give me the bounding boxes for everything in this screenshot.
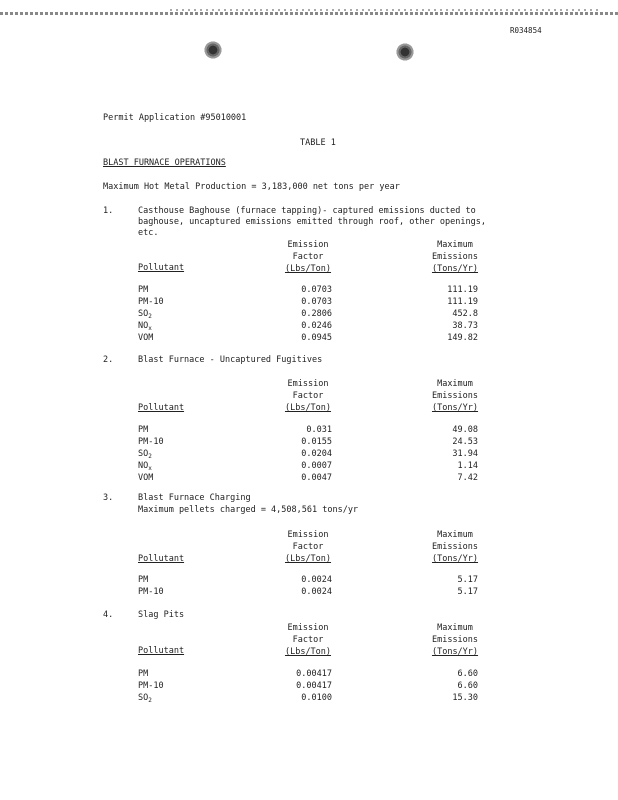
- max-emissions-header: Maximum Emissions (Tons/Yr): [431, 530, 479, 564]
- factor-value: 0.0204: [301, 449, 332, 459]
- factor-value: 0.00417: [296, 669, 332, 679]
- table-row: $NO_x$: [138, 461, 152, 472]
- table-row: PM: [138, 575, 149, 585]
- section-title-line1: Blast Furnace Charging: [138, 493, 251, 503]
- permit-title: Permit Application #95010001: [103, 113, 247, 123]
- pollutant-header: Pollutant: [138, 646, 185, 656]
- table-row: PM-10: [138, 437, 164, 447]
- table-row: $SO_2$: [138, 693, 152, 704]
- factor-value: 0.00417: [296, 681, 332, 691]
- scan-artifact-line: [170, 9, 600, 11]
- doc-code: R034854: [510, 26, 542, 35]
- table-row: PM-10: [138, 681, 164, 691]
- table-row: PM-10: [138, 297, 164, 307]
- factor-value: 0.0024: [301, 575, 332, 585]
- emission-factor-header: Emission Factor (Lbs/Ton): [284, 240, 332, 274]
- factor-value: 0.0703: [301, 297, 332, 307]
- emissions-value: 452.8: [452, 309, 478, 319]
- factor-value: 0.0155: [301, 437, 332, 447]
- table-row: $NO_x$: [138, 321, 152, 332]
- emissions-value: 1.14: [457, 461, 478, 471]
- section-number: 2.: [103, 355, 114, 365]
- emissions-value: 31.94: [452, 449, 478, 459]
- section-title-line3: etc.: [138, 228, 159, 238]
- emissions-value: 49.08: [452, 425, 478, 435]
- section-title-line2: Maximum pellets charged = 4,508,561 tons/yr: [138, 505, 359, 515]
- factor-value: 0.0703: [301, 285, 332, 295]
- table-row: $SO_2$: [138, 449, 152, 460]
- factor-value: 0.031: [306, 425, 332, 435]
- table-row: PM: [138, 425, 149, 435]
- emissions-value: 5.17: [457, 587, 478, 597]
- table-row: PM: [138, 669, 149, 679]
- max-emissions-header: Maximum Emissions (Tons/Yr): [431, 379, 479, 413]
- emission-factor-header: Emission Factor (Lbs/Ton): [284, 623, 332, 657]
- section-heading: BLAST FURNACE OPERATIONS: [103, 158, 226, 168]
- emissions-value: 38.73: [452, 321, 478, 331]
- table-row: VOM: [138, 473, 154, 483]
- emissions-value: 5.17: [457, 575, 478, 585]
- section-number: 3.: [103, 493, 114, 503]
- emissions-value: 111.19: [447, 285, 478, 295]
- factor-value: 0.0246: [301, 321, 332, 331]
- emissions-value: 15.30: [452, 693, 478, 703]
- emissions-value: 6.60: [457, 681, 478, 691]
- factor-value: 0.0100: [301, 693, 332, 703]
- section-title-line1: Casthouse Baghouse (furnace tapping)- captured emissions ducted to: [138, 206, 476, 216]
- emissions-value: 111.19: [447, 297, 478, 307]
- factor-value: 0.0007: [301, 461, 332, 471]
- emissions-value: 149.82: [447, 333, 478, 343]
- pollutant-header: Pollutant: [138, 263, 185, 273]
- punch-hole-left: [203, 40, 223, 60]
- section-title-line1: Blast Furnace - Uncaptured Fugitives: [138, 355, 323, 365]
- table-row: PM: [138, 285, 149, 295]
- table-title: TABLE 1: [300, 138, 336, 148]
- emissions-value: 24.53: [452, 437, 478, 447]
- section-number: 4.: [103, 610, 114, 620]
- table-row: PM-10: [138, 587, 164, 597]
- section-title-line2: baghouse, uncaptured emissions emitted through roof, other openings,: [138, 217, 486, 227]
- factor-value: 0.0047: [301, 473, 332, 483]
- emissions-value: 6.60: [457, 669, 478, 679]
- max-emissions-header: Maximum Emissions (Tons/Yr): [431, 623, 479, 657]
- emission-factor-header: Emission Factor (Lbs/Ton): [284, 379, 332, 413]
- scan-artifact-border: [0, 12, 618, 15]
- section-number: 1.: [103, 206, 114, 216]
- section-title-line1: Slag Pits: [138, 610, 185, 620]
- pollutant-header: Pollutant: [138, 403, 185, 413]
- pollutant-header: Pollutant: [138, 554, 185, 564]
- emission-factor-header: Emission Factor (Lbs/Ton): [284, 530, 332, 564]
- factor-value: 0.0024: [301, 587, 332, 597]
- emissions-value: 7.42: [457, 473, 478, 483]
- factor-value: 0.2806: [301, 309, 332, 319]
- factor-value: 0.0945: [301, 333, 332, 343]
- table-row: VOM: [138, 333, 154, 343]
- max-production: Maximum Hot Metal Production = 3,183,000 net tons per year: [103, 182, 400, 192]
- table-row: $SO_2$: [138, 309, 152, 320]
- max-emissions-header: Maximum Emissions (Tons/Yr): [431, 240, 479, 274]
- punch-hole-right: [395, 42, 415, 62]
